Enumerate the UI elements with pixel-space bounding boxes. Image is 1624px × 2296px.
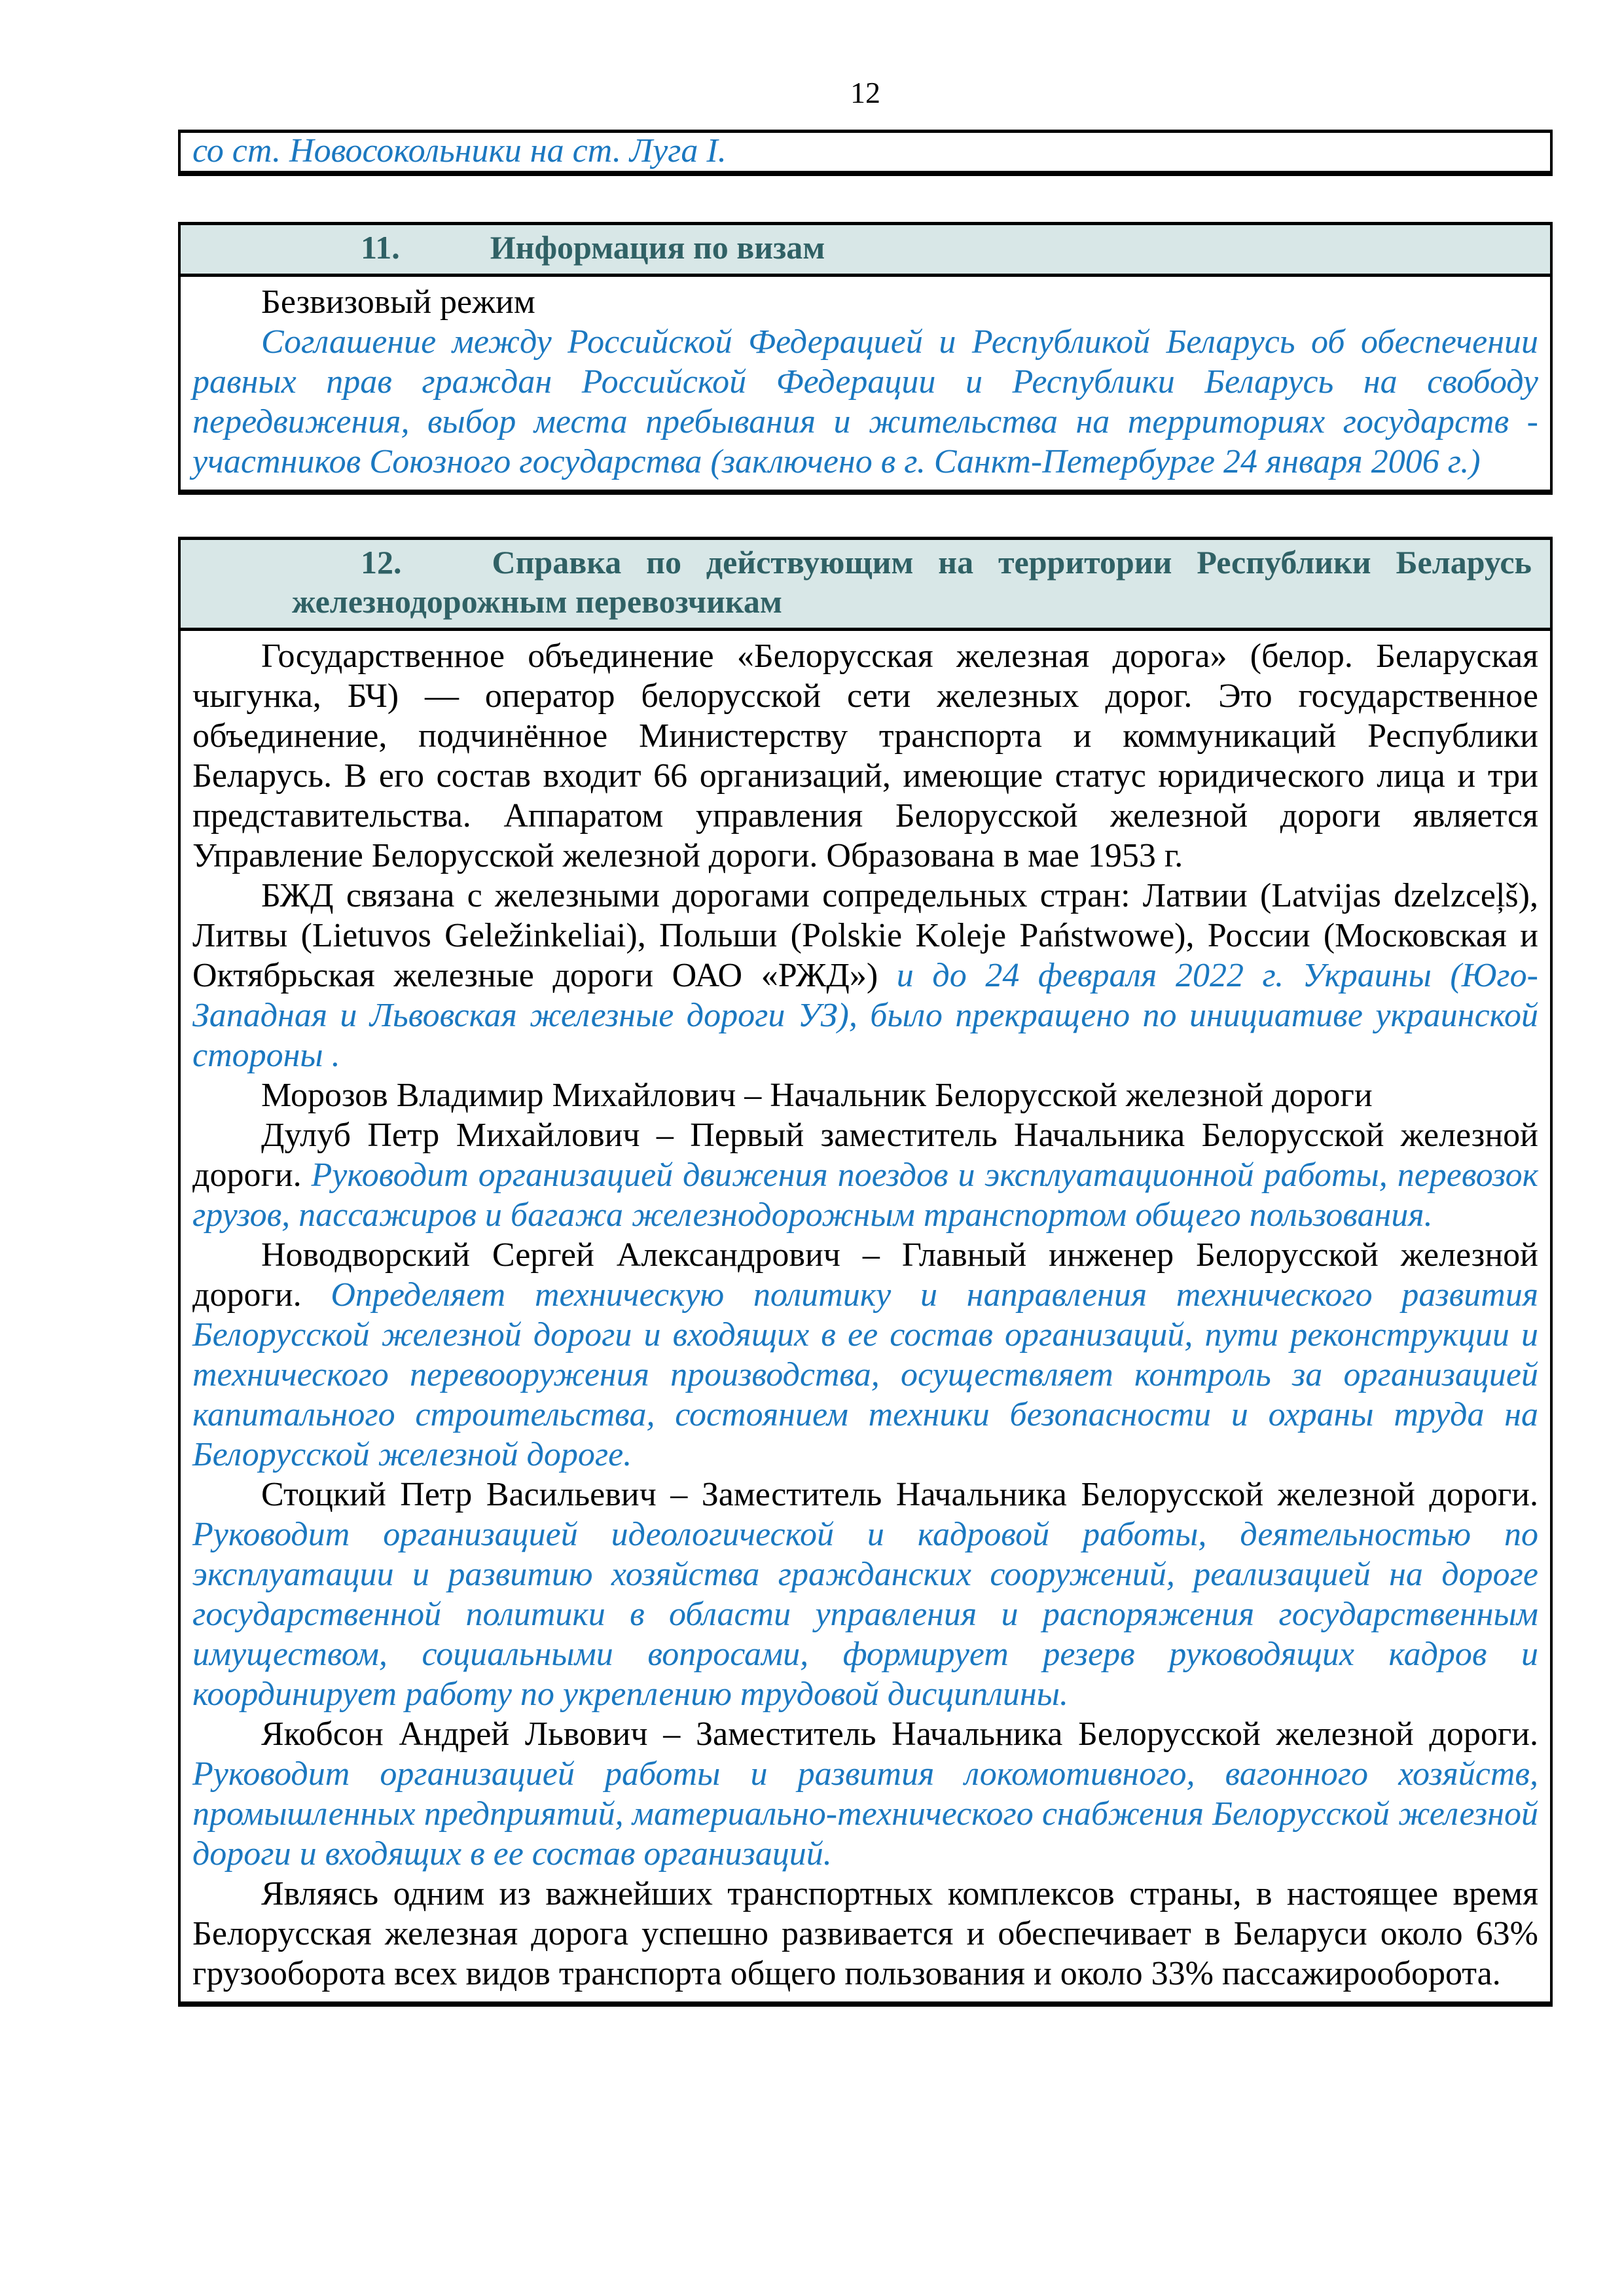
paragraph: [192, 1235, 1538, 1475]
section-12-header: [181, 540, 1550, 631]
section-11-body: [181, 277, 1550, 490]
paragraph: [192, 876, 1538, 1075]
section-12-number: 12.: [361, 544, 402, 581]
text-run-blue: со ст. Новосокольники на ст. Луга I.: [192, 132, 727, 170]
text-run-blue: Руководит организацией идеологической и кадровой работы, деятельностью по эксплуатации и развитию хозяйства гражданских сооружений, реализацией на дороге государственной политики в области управления и распоряжения государственным имуществом, социальными вопросами, формирует резерв руководящих кадров и координирует работу по укреплению трудовой дисциплины.: [192, 1516, 1538, 1713]
text-run-blue: Определяет техническую политику и направления технического развития Белорусской железной дороги и входящих в ее состав организаций, пути реконструкции и технического перевооружения производства, осуществляет контроль за организацией капитального строительства, состоянием техники безопасности и охраны труда на Белорусской железной дороге.: [192, 1276, 1538, 1473]
continuation-text: [181, 133, 1550, 171]
text-run: Дулуб Петр Михайлович – Первый заместитель Начальника Белорусской железной дороги.: [192, 1117, 1538, 1194]
paragraph: [192, 1874, 1538, 1994]
section-12-title: Справка по действующим на территории Республики Беларусь железнодорожным перевозчикам: [292, 544, 1532, 620]
paragraph: [192, 1475, 1538, 1714]
section-11-table: [178, 222, 1553, 495]
text-run: Якобсон Андрей Львович – Заместитель Начальника Белорусской железной дороги.: [261, 1715, 1538, 1753]
paragraph: [192, 1075, 1538, 1115]
text-run: БЖД связана с железными дорогами сопредельных стран: Латвии (Latvijas dzelzceļš), Литвы (Lietuvos Geležinkeliai), Польши (Polskie Koleje Państwowe), России (Московская и Октябрьская железные дороги ОАО «РЖД»): [192, 877, 1538, 994]
section-12-heading: [181, 540, 1550, 628]
section-11-heading: [181, 225, 1550, 274]
continuation-table-row: [178, 130, 1553, 176]
section-12-body: [181, 631, 1550, 2001]
text-run: Морозов Владимир Михайлович – Начальник Белорусской железной дороги: [261, 1077, 1373, 1114]
section-11-header: [181, 225, 1550, 277]
text-run: Являясь одним из важнейших транспортных комплексов страны, в настоящее время Белорусская железная дорога успешно развивается и обеспечивает в Беларуси около 63% грузооборота всех видов транспорта общего пользования и около 33% пассажирооборота.: [192, 1875, 1538, 1992]
document-content: [178, 130, 1553, 2007]
text-run-blue: Руководит организацией движения поездов и эксплуатационной работы, перевозок грузов, пассажиров и багажа железнодорожным транспортом общего пользования.: [192, 1157, 1538, 1234]
section-12-table: [178, 537, 1553, 2007]
text-run: Новодворский Сергей Александрович – Главный инженер Белорусской железной дороги.: [192, 1236, 1538, 1314]
paragraph: [192, 322, 1538, 482]
paragraph: [192, 1115, 1538, 1235]
text-run: Государственное объединение «Белорусская железная дорога» (белор. Беларуская чыгунка, БЧ) — оператор белорусской сети железных дорог. Это государственное объединение, подчинённое Министерству транспорта и коммуникаций Республики Беларусь. В его состав входит 66 организаций, имеющие статус юридического лица и три представительства. Аппаратом управления Белорусской железной дороги является Управление Белорусской железной дороги. Образована в мае 1953 г.: [192, 637, 1538, 874]
paragraph: [192, 282, 1538, 322]
paragraph: [192, 636, 1538, 876]
section-11-title: Информация по визам: [490, 229, 825, 266]
paragraph: [192, 1714, 1538, 1874]
text-run-blue: Руководит организацией работы и развития локомотивного, вагонного хозяйств, промышленных предприятий, материально-технического снабжения Белорусской железной дороги и входящих в ее состав организаций.: [192, 1755, 1538, 1873]
section-11-number: 11.: [361, 229, 400, 266]
text-run-blue: Соглашение между Российской Федерацией и Республикой Беларусь об обеспечении равных прав граждан Российской Федерации и Республики Беларусь на свободу передвижения, выбор места пребывания и жительства на территориях государств - участников Союзного государства (заключено в г. Санкт-Петербурге 24 января 2006 г.): [192, 323, 1538, 480]
text-run-blue: и до 24 февраля 2022 г. Украины (Юго-Западная и Львовская железные дороги УЗ), было прекращено по инициативе украинской стороны .: [192, 957, 1539, 1074]
text-run: Безвизовый режим: [261, 283, 535, 321]
page-number: 12: [850, 76, 880, 109]
text-run: Стоцкий Петр Васильевич – Заместитель Начальника Белорусской железной дороги.: [261, 1476, 1538, 1513]
